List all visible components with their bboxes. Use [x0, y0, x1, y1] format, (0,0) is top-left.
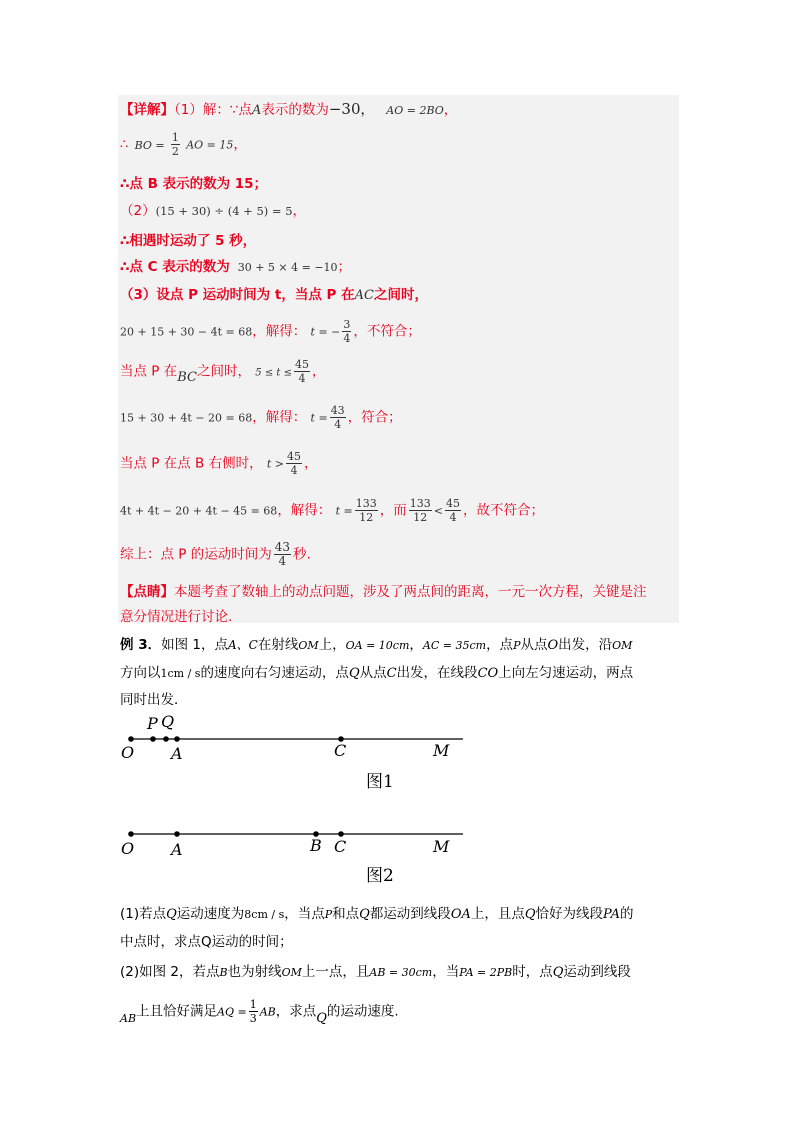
fig2-label-b: B	[310, 836, 322, 855]
math: Q	[316, 1010, 327, 1026]
math: 15 + 30 + 4t − 20 = 68	[120, 411, 253, 425]
math: <	[433, 504, 443, 518]
math: AC	[354, 288, 374, 303]
text: ，不符合；	[353, 323, 421, 340]
example-line-1: 例 3．如图 1，点A、C在射线OM上，OA = 10cm，AC = 35cm，点P从点O出发，沿OM	[120, 637, 633, 653]
point-c-2	[338, 831, 344, 837]
text: （1）解：∵点	[174, 102, 252, 118]
text: ，而	[379, 502, 407, 519]
math: 8cm / s	[244, 908, 285, 921]
text: （2）	[120, 203, 156, 219]
math: 5 ≤ t ≤	[255, 367, 292, 379]
question-2-line-2: $_{AB}$上且恰好满足AQ = $\frac{1}{3}$ AB，求点Q的运动速度.	[120, 998, 399, 1026]
math: PA = 2PB	[459, 966, 513, 979]
math: A	[251, 103, 262, 118]
math: OA	[450, 907, 471, 922]
math: 20 + 15 + 30 − 4t = 68	[120, 325, 253, 339]
fraction: $\frac{43}{4}$	[330, 404, 345, 431]
fig2-label-a: A	[171, 840, 183, 859]
figure-1-caption: 图1	[366, 772, 394, 792]
math: PA	[603, 907, 620, 922]
point-o	[128, 736, 134, 742]
math: t = −	[310, 325, 341, 339]
text: ，	[304, 455, 318, 472]
fig1-label-q: Q	[161, 712, 175, 731]
math: OM	[298, 639, 319, 652]
fraction: $\frac{45}{4}$	[445, 497, 460, 524]
math: O	[547, 638, 559, 653]
math: AB	[259, 1005, 276, 1019]
point-o-2	[128, 831, 134, 837]
text: ∴点 C 表示的数为	[120, 259, 230, 275]
point-a	[174, 736, 180, 742]
math: AO = 15	[186, 138, 234, 152]
example-line-3: 同时出发．	[120, 692, 188, 708]
solution-line-2: ∴ BO = $\frac{1}{2}$ AO = 15，	[120, 131, 247, 158]
math: OM	[281, 966, 302, 979]
fig2-label-m: M	[433, 837, 450, 856]
text: ，	[311, 363, 326, 380]
math: CO	[477, 666, 499, 681]
comment-tag: 【点睛】	[120, 584, 174, 600]
example-line-2: 方向以1cm / s的速度向右匀速运动，点Q从点C出发，在线段CO上向左匀速运动，两点	[120, 665, 634, 681]
math: Q	[166, 907, 177, 922]
fig1-label-p: P	[147, 714, 158, 733]
text: ，符合；	[347, 409, 402, 426]
text: 秒.	[293, 546, 311, 563]
fraction: $\frac{45}{4}$	[294, 358, 309, 385]
text: 综上：点 P 的运动时间为	[120, 546, 272, 563]
math: A、C	[227, 638, 258, 652]
math: t =	[335, 504, 353, 518]
math: OM	[612, 639, 633, 652]
text: 当点 P 在	[120, 363, 178, 380]
math: t >	[266, 457, 285, 471]
text: ，	[443, 102, 458, 118]
point-q	[163, 736, 169, 742]
solution-line-1: 【详解】（1）解：∵点A表示的数为−30， AO = 2BO，	[120, 100, 458, 118]
text: （3）设点 P 运动时间为 t，当点 P 在	[120, 287, 355, 303]
math: AC = 35cm	[422, 639, 487, 652]
math: C	[386, 666, 397, 681]
figure-2-caption: 图2	[366, 866, 394, 886]
math: Q	[524, 907, 536, 922]
fig1-label-m: M	[433, 741, 450, 760]
math: OA = 10cm	[345, 639, 410, 652]
fig1-label-c: C	[334, 741, 347, 760]
math: BC	[177, 369, 197, 385]
fig2-label-o: O	[121, 839, 135, 858]
text: 之间时，	[373, 287, 428, 303]
text: ，故不符合；	[462, 502, 544, 519]
text: 表示的数为	[261, 102, 329, 118]
example-title: 例 3．	[120, 637, 162, 653]
fraction: $\frac{133}{12}$	[355, 497, 377, 524]
math: 1cm / s	[160, 667, 201, 680]
text: ，	[292, 203, 307, 219]
math: 4t + 4t − 20 + 4t − 45 = 68	[120, 504, 278, 518]
math: Q	[552, 965, 564, 980]
fraction: $\frac{43}{4}$	[274, 540, 291, 568]
math: AB	[120, 1011, 137, 1025]
question-1-line-1: (1)若点Q运动速度为8cm / s，当点P和点Q都运动到线段OA上，且点Q恰好为线段PA的	[120, 906, 634, 922]
math: P	[513, 639, 521, 652]
detail-tag: 【详解】	[120, 102, 174, 118]
solution-line-5: ∴相遇时运动了 5 秒，	[120, 233, 257, 249]
math: Q	[348, 666, 360, 681]
text: ，解得：	[252, 323, 307, 340]
math: Q	[359, 907, 370, 922]
math: 30 + 5 × 4 = −10	[237, 261, 338, 274]
math: AO = 2BO	[386, 104, 444, 117]
fig2-label-c: C	[334, 837, 347, 856]
point-p	[150, 736, 156, 742]
text: ，解得：	[252, 409, 307, 426]
text: ，解得：	[277, 502, 332, 519]
math: −30	[328, 100, 361, 118]
fraction: $\frac{133}{12}$	[409, 497, 431, 524]
fig1-label-o: O	[121, 743, 135, 762]
text: 之间时，	[196, 363, 251, 380]
math: AQ =	[217, 1005, 247, 1019]
math: t =	[310, 411, 328, 425]
math: AB = 30cm	[369, 966, 433, 979]
fraction: $\frac{45}{4}$	[287, 450, 302, 477]
fraction: $\frac{1}{2}$	[171, 131, 179, 158]
point-a-2	[174, 831, 180, 837]
math: (15 + 30) ÷ (4 + 5) = 5	[155, 204, 293, 218]
math: B	[219, 966, 228, 979]
text: ，	[233, 136, 247, 153]
solution-line-15: 意分情况进行讨论.	[120, 609, 233, 625]
fig1-label-a: A	[171, 744, 183, 763]
text: ；	[337, 259, 352, 275]
text: 本题考查了数轴上的动点问题，涉及了两点间的距离，一元一次方程，关键是注	[174, 584, 647, 600]
question-2-line-1: (2)如图 2，若点B也为射线OM上一点，且AB = 30cm，当PA = 2PB时，点Q运动到线段	[120, 964, 631, 980]
solution-line-3: ∴点 B 表示的数为 15；	[120, 176, 268, 192]
math: P	[324, 908, 333, 921]
fraction: $\frac{3}{4}$	[343, 318, 351, 345]
fraction: $\frac{1}{3}$	[249, 998, 257, 1025]
question-1-line-2: 中点时，求点Q运动的时间；	[120, 934, 293, 950]
text: 当点 P 在点 B 右侧时，	[120, 455, 263, 472]
